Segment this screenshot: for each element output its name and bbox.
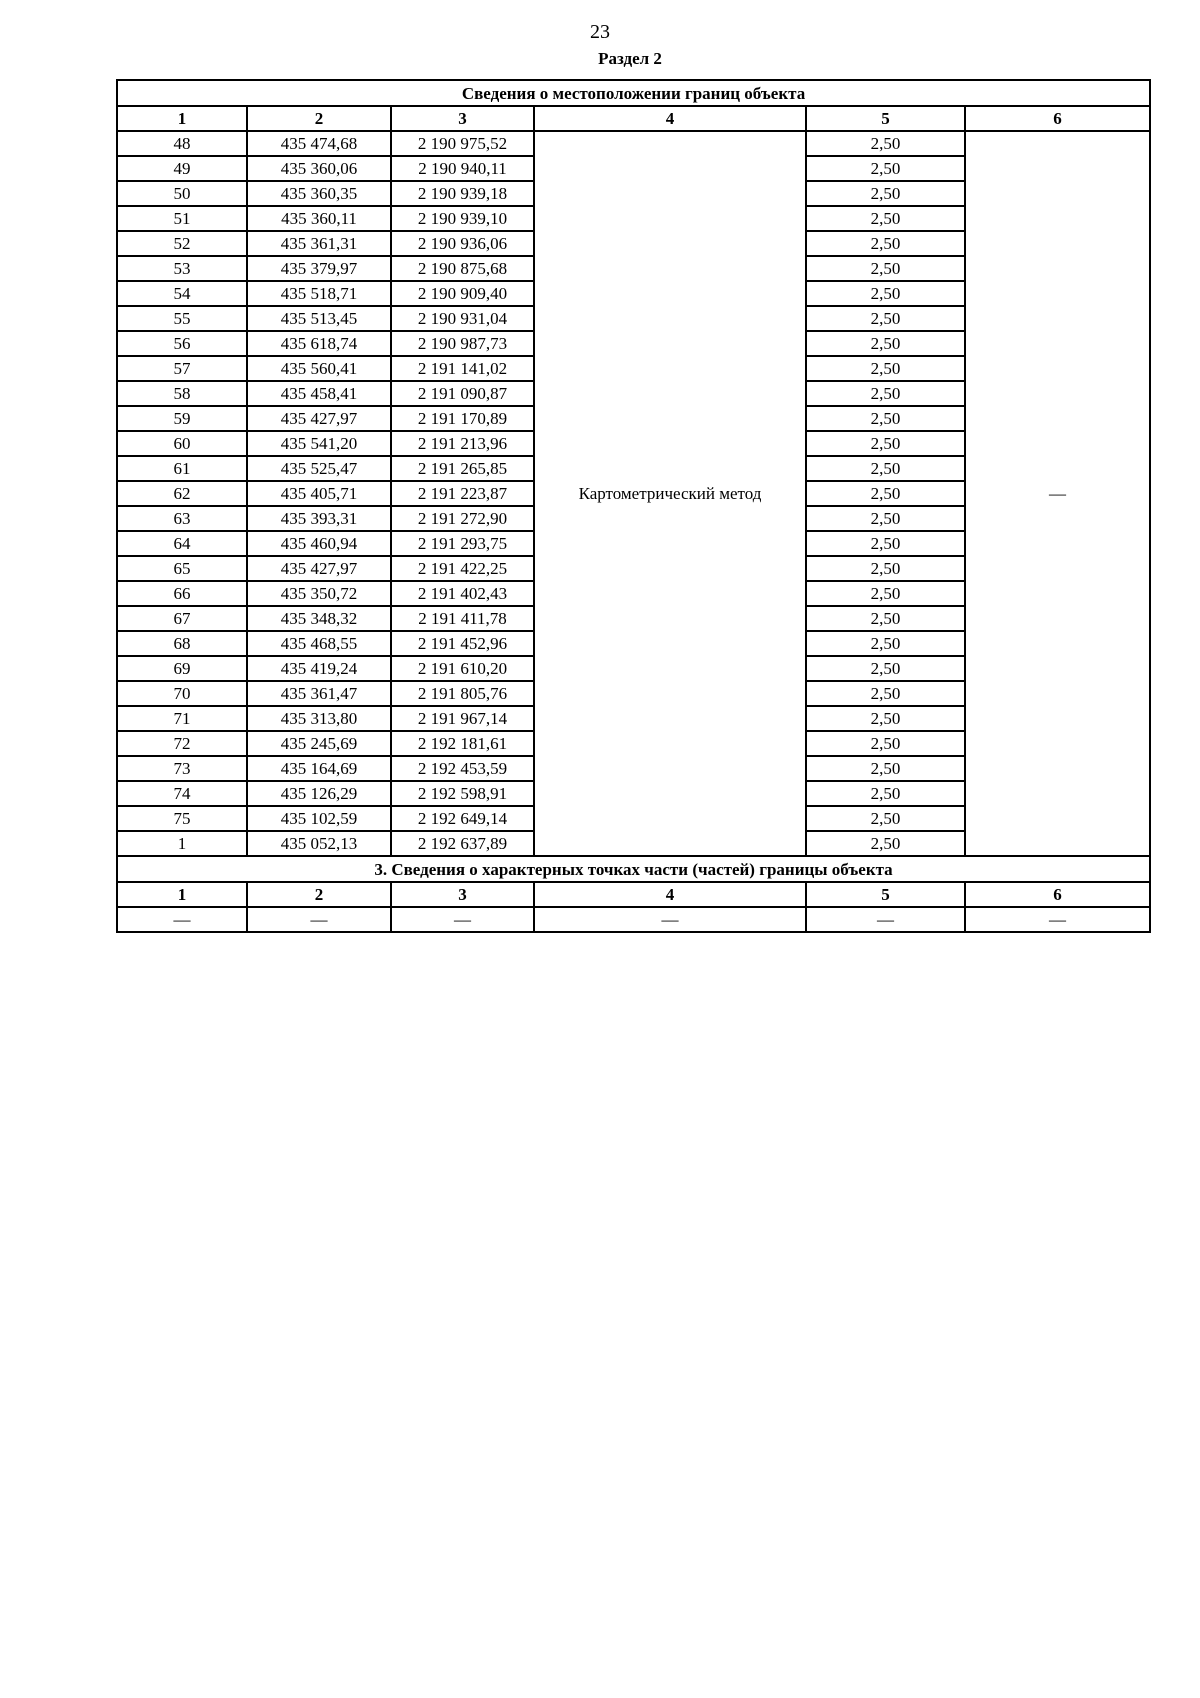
table2-cell: — — [117, 907, 247, 932]
x-coordinate-cell: 435 348,32 — [247, 606, 391, 631]
point-number-cell: 64 — [117, 531, 247, 556]
col6-cell: — — [965, 131, 1150, 856]
y-coordinate-cell: 2 190 987,73 — [391, 331, 534, 356]
table2-caption: 3. Сведения о характерных точках части (частей) границы объекта — [117, 856, 1150, 882]
accuracy-cell: 2,50 — [806, 806, 965, 831]
x-coordinate-cell: 435 360,06 — [247, 156, 391, 181]
accuracy-cell: 2,50 — [806, 531, 965, 556]
accuracy-cell: 2,50 — [806, 131, 965, 156]
table1-header-cell: 1 — [117, 106, 247, 131]
y-coordinate-cell: 2 191 422,25 — [391, 556, 534, 581]
y-coordinate-cell: 2 190 936,06 — [391, 231, 534, 256]
point-number-cell: 54 — [117, 281, 247, 306]
accuracy-cell: 2,50 — [806, 206, 965, 231]
x-coordinate-cell: 435 052,13 — [247, 831, 391, 856]
x-coordinate-cell: 435 541,20 — [247, 431, 391, 456]
table2-header-cell: 3 — [391, 882, 534, 907]
point-number-cell: 58 — [117, 381, 247, 406]
x-coordinate-cell: 435 313,80 — [247, 706, 391, 731]
point-number-cell: 61 — [117, 456, 247, 481]
point-number-cell: 67 — [117, 606, 247, 631]
table2-cell: — — [534, 907, 806, 932]
table2-cell: — — [965, 907, 1150, 932]
x-coordinate-cell: 435 468,55 — [247, 631, 391, 656]
y-coordinate-cell: 2 191 141,02 — [391, 356, 534, 381]
y-coordinate-cell: 2 191 272,90 — [391, 506, 534, 531]
table2-header-cell: 1 — [117, 882, 247, 907]
table2-header-cell: 5 — [806, 882, 965, 907]
x-coordinate-cell: 435 126,29 — [247, 781, 391, 806]
y-coordinate-cell: 2 191 293,75 — [391, 531, 534, 556]
table1-header-cell: 5 — [806, 106, 965, 131]
accuracy-cell: 2,50 — [806, 756, 965, 781]
accuracy-cell: 2,50 — [806, 281, 965, 306]
x-coordinate-cell: 435 560,41 — [247, 356, 391, 381]
point-number-cell: 74 — [117, 781, 247, 806]
accuracy-cell: 2,50 — [806, 706, 965, 731]
y-coordinate-cell: 2 191 402,43 — [391, 581, 534, 606]
y-coordinate-cell: 2 190 975,52 — [391, 131, 534, 156]
point-number-cell: 66 — [117, 581, 247, 606]
y-coordinate-cell: 2 192 598,91 — [391, 781, 534, 806]
point-number-cell: 1 — [117, 831, 247, 856]
accuracy-cell: 2,50 — [806, 481, 965, 506]
accuracy-cell: 2,50 — [806, 831, 965, 856]
y-coordinate-cell: 2 191 805,76 — [391, 681, 534, 706]
x-coordinate-cell: 435 474,68 — [247, 131, 391, 156]
page-number: 23 — [590, 21, 610, 43]
table2-cell: — — [247, 907, 391, 932]
y-coordinate-cell: 2 190 875,68 — [391, 256, 534, 281]
x-coordinate-cell: 435 525,47 — [247, 456, 391, 481]
x-coordinate-cell: 435 350,72 — [247, 581, 391, 606]
table1-header-cell: 6 — [965, 106, 1150, 131]
method-cell: Картометрический метод — [534, 131, 806, 856]
y-coordinate-cell: 2 191 213,96 — [391, 431, 534, 456]
x-coordinate-cell: 435 102,59 — [247, 806, 391, 831]
boundary-table-body — [117, 80, 1150, 932]
point-number-cell: 68 — [117, 631, 247, 656]
point-number-cell: 75 — [117, 806, 247, 831]
accuracy-cell: 2,50 — [806, 356, 965, 381]
table1-header-row — [117, 106, 1150, 131]
table2-header-cell: 6 — [965, 882, 1150, 907]
y-coordinate-cell: 2 191 090,87 — [391, 381, 534, 406]
table1-caption: Сведения о местоположении границ объекта — [117, 80, 1150, 106]
y-coordinate-cell: 2 191 610,20 — [391, 656, 534, 681]
x-coordinate-cell: 435 245,69 — [247, 731, 391, 756]
y-coordinate-cell: 2 192 637,89 — [391, 831, 534, 856]
point-number-cell: 55 — [117, 306, 247, 331]
accuracy-cell: 2,50 — [806, 631, 965, 656]
table1-row — [117, 131, 1150, 156]
point-number-cell: 52 — [117, 231, 247, 256]
y-coordinate-cell: 2 190 940,11 — [391, 156, 534, 181]
x-coordinate-cell: 435 518,71 — [247, 281, 391, 306]
y-coordinate-cell: 2 191 170,89 — [391, 406, 534, 431]
x-coordinate-cell: 435 360,35 — [247, 181, 391, 206]
x-coordinate-cell: 435 513,45 — [247, 306, 391, 331]
y-coordinate-cell: 2 191 265,85 — [391, 456, 534, 481]
x-coordinate-cell: 435 393,31 — [247, 506, 391, 531]
accuracy-cell: 2,50 — [806, 231, 965, 256]
y-coordinate-cell: 2 190 909,40 — [391, 281, 534, 306]
accuracy-cell: 2,50 — [806, 506, 965, 531]
y-coordinate-cell: 2 191 411,78 — [391, 606, 534, 631]
accuracy-cell: 2,50 — [806, 331, 965, 356]
point-number-cell: 65 — [117, 556, 247, 581]
x-coordinate-cell: 435 458,41 — [247, 381, 391, 406]
point-number-cell: 50 — [117, 181, 247, 206]
table1-header-cell: 4 — [534, 106, 806, 131]
accuracy-cell: 2,50 — [806, 681, 965, 706]
point-number-cell: 51 — [117, 206, 247, 231]
accuracy-cell: 2,50 — [806, 781, 965, 806]
accuracy-cell: 2,50 — [806, 406, 965, 431]
accuracy-cell: 2,50 — [806, 456, 965, 481]
table1-header-cell: 2 — [247, 106, 391, 131]
accuracy-cell: 2,50 — [806, 556, 965, 581]
table2-header-row — [117, 882, 1150, 907]
point-number-cell: 48 — [117, 131, 247, 156]
point-number-cell: 63 — [117, 506, 247, 531]
accuracy-cell: 2,50 — [806, 431, 965, 456]
point-number-cell: 72 — [117, 731, 247, 756]
accuracy-cell: 2,50 — [806, 256, 965, 281]
y-coordinate-cell: 2 191 223,87 — [391, 481, 534, 506]
accuracy-cell: 2,50 — [806, 381, 965, 406]
x-coordinate-cell: 435 164,69 — [247, 756, 391, 781]
point-number-cell: 57 — [117, 356, 247, 381]
point-number-cell: 53 — [117, 256, 247, 281]
x-coordinate-cell: 435 361,47 — [247, 681, 391, 706]
point-number-cell: 62 — [117, 481, 247, 506]
x-coordinate-cell: 435 405,71 — [247, 481, 391, 506]
table2-cell: — — [391, 907, 534, 932]
x-coordinate-cell: 435 460,94 — [247, 531, 391, 556]
x-coordinate-cell: 435 419,24 — [247, 656, 391, 681]
x-coordinate-cell: 435 618,74 — [247, 331, 391, 356]
x-coordinate-cell: 435 379,97 — [247, 256, 391, 281]
table2-header-cell: 2 — [247, 882, 391, 907]
accuracy-cell: 2,50 — [806, 156, 965, 181]
section-title: Раздел 2 — [598, 49, 662, 68]
point-number-cell: 59 — [117, 406, 247, 431]
table2-caption-row — [117, 856, 1150, 882]
point-number-cell: 49 — [117, 156, 247, 181]
table2-cell: — — [806, 907, 965, 932]
point-number-cell: 73 — [117, 756, 247, 781]
accuracy-cell: 2,50 — [806, 306, 965, 331]
accuracy-cell: 2,50 — [806, 181, 965, 206]
accuracy-cell: 2,50 — [806, 656, 965, 681]
table2-row — [117, 907, 1150, 932]
y-coordinate-cell: 2 190 939,18 — [391, 181, 534, 206]
point-number-cell: 71 — [117, 706, 247, 731]
accuracy-cell: 2,50 — [806, 581, 965, 606]
y-coordinate-cell: 2 190 931,04 — [391, 306, 534, 331]
y-coordinate-cell: 2 191 452,96 — [391, 631, 534, 656]
point-number-cell: 56 — [117, 331, 247, 356]
x-coordinate-cell: 435 427,97 — [247, 556, 391, 581]
x-coordinate-cell: 435 360,11 — [247, 206, 391, 231]
point-number-cell: 69 — [117, 656, 247, 681]
boundary-table — [116, 79, 1151, 933]
y-coordinate-cell: 2 192 453,59 — [391, 756, 534, 781]
accuracy-cell: 2,50 — [806, 606, 965, 631]
y-coordinate-cell: 2 192 649,14 — [391, 806, 534, 831]
point-number-cell: 60 — [117, 431, 247, 456]
y-coordinate-cell: 2 192 181,61 — [391, 731, 534, 756]
table2-header-cell: 4 — [534, 882, 806, 907]
point-number-cell: 70 — [117, 681, 247, 706]
x-coordinate-cell: 435 427,97 — [247, 406, 391, 431]
table1-caption-row — [117, 80, 1150, 106]
x-coordinate-cell: 435 361,31 — [247, 231, 391, 256]
table1-header-cell: 3 — [391, 106, 534, 131]
y-coordinate-cell: 2 190 939,10 — [391, 206, 534, 231]
accuracy-cell: 2,50 — [806, 731, 965, 756]
y-coordinate-cell: 2 191 967,14 — [391, 706, 534, 731]
